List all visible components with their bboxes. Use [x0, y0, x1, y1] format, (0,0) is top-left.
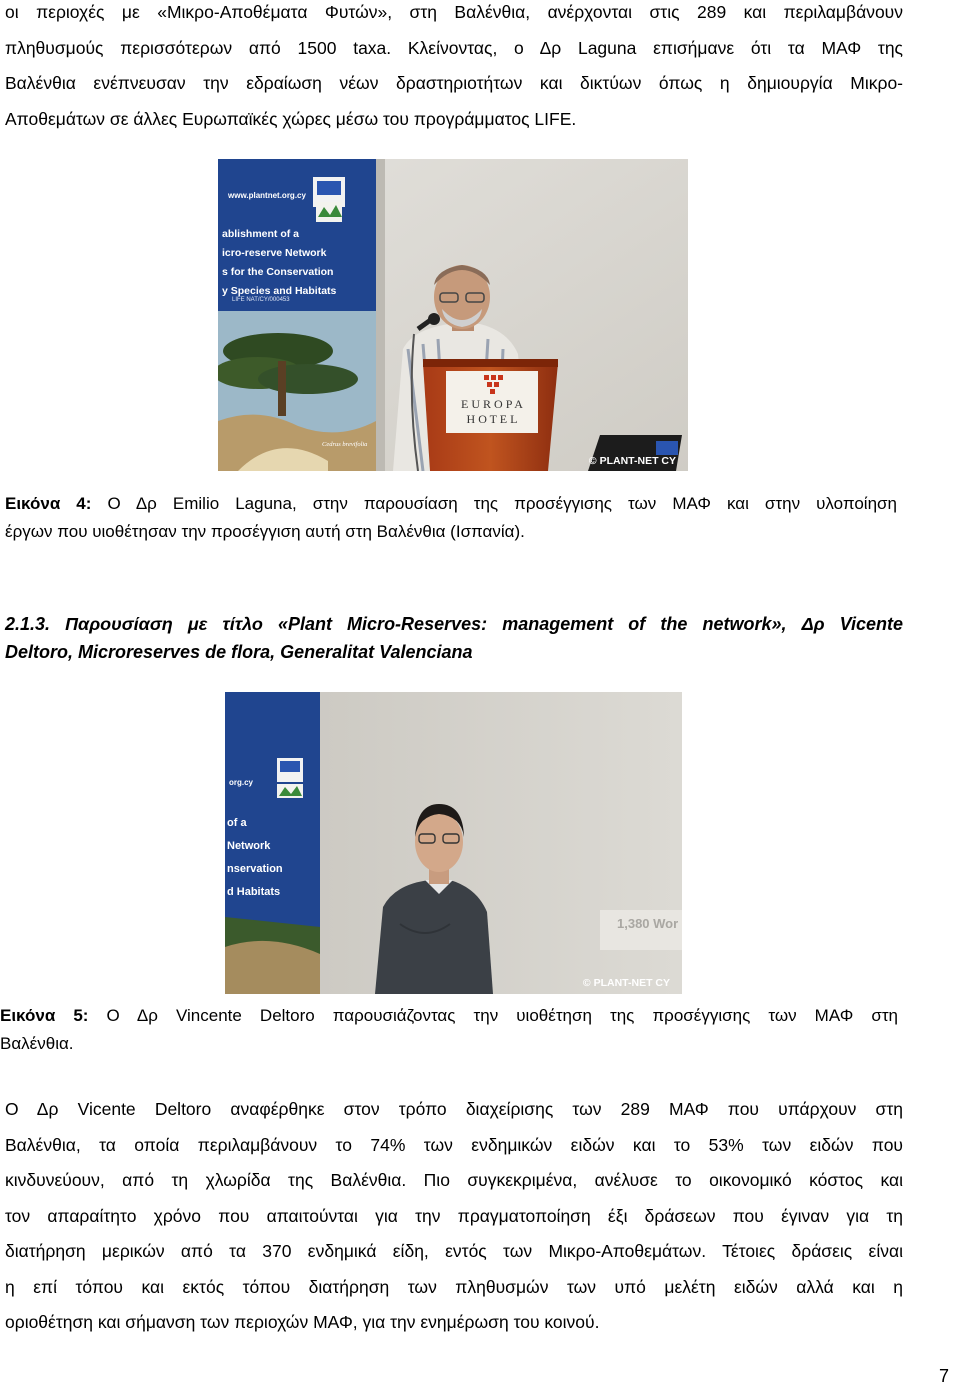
podium-logo-line: H O T E L: [466, 412, 518, 426]
banner-title-line: icro-reserve Network: [222, 247, 327, 259]
caption-label: Εικόνα 5:: [0, 1006, 89, 1025]
photo-copyright: © PLANT-NET CY: [582, 977, 670, 989]
closing-line: διατήρηση μερικών από τα 370 ενδημικά είδη, εντός των Μικρο-Αποθεμάτων. Τέτοιες δράσεις είναι: [5, 1241, 903, 1261]
banner-title-line: of a: [227, 817, 247, 829]
section-heading-line: Deltoro, Microreserves de flora, Generalitat Valenciana: [5, 642, 473, 662]
closing-line: η επί τόπου και εκτός τόπου διατήρηση των πληθυσμών των υπό μελέτη ειδών αλλά και η: [5, 1276, 903, 1297]
closing-line: κινδυνεύουν, από τη χλωρίδα της Βαλένθια. Πιο συγκεκριμένα, ανέλυσε το οικονομικό κόστος και: [5, 1170, 903, 1190]
figure-5-photo: [225, 692, 682, 994]
closing-line: τον απαραίτητο χρόνο που απαιτούνται για την πραγματοποίηση έξι δράσεων που έγιναν για τη: [5, 1205, 903, 1226]
page-number: 7: [938, 1366, 949, 1386]
banner-url: www.plantnet.org.cy: [228, 191, 306, 200]
intro-line: οι περιοχές με «Μικρο-Αποθέματα Φυτών», στη Βαλένθια, ανέρχονται στις 289 και περιλαμβάνουν: [5, 2, 903, 22]
projected-screen-text: 1,380 Wor: [617, 916, 679, 931]
caption-text: Ο Δρ Emilio Laguna, στην παρουσίαση της προσέγγισης των ΜΑΦ και στην υλοποίηση: [107, 494, 897, 513]
banner-species: Cedrus brevifolia: [322, 441, 368, 448]
figure-4-photo: [218, 159, 688, 471]
banner-title-line: y Species and Habitats: [222, 285, 337, 297]
figure-5-caption: [0, 1002, 898, 1058]
closing-line: Ο Δρ Vicente Deltoro αναφέρθηκε στον τρόπο διαχείρισης των 289 ΜΑΦ που υπάρχουν στη: [5, 1099, 903, 1119]
closing-line: Βαλένθια, τα οποία περιλαμβάνουν το 74% των ενδημικών ειδών και το 53% των ειδών που: [5, 1134, 903, 1155]
section-heading-line: 2.1.3. Παρουσίαση με τίτλο «Plant Micro-Reserves: management of the network», Δρ Vicente: [5, 614, 903, 634]
intro-paragraph: [5, 0, 903, 137]
section-heading: [5, 610, 903, 666]
podium-logo: [446, 397, 538, 427]
banner-title-line: Network: [227, 840, 271, 852]
banner-title-line: d Habitats: [227, 886, 281, 898]
intro-line: Αποθεμάτων σε άλλες Ευρωπαϊκές χώρες μέσω του προγράμματος LIFE.: [5, 108, 577, 129]
photo-copyright: © PLANT-NET CY: [588, 455, 676, 467]
banner-url: org.cy: [229, 778, 254, 787]
caption-text: Ο Δρ Vincente Deltoro παρουσιάζοντας την υιοθέτηση της προσέγγισης των ΜΑΦ στη: [106, 1006, 898, 1025]
banner-title-line: s for the Conservation: [222, 266, 334, 278]
banner-title: [227, 812, 283, 904]
closing-paragraph: [5, 1092, 903, 1341]
podium-logo-line: E U R O P A: [461, 397, 523, 411]
caption-text: Βαλένθια.: [0, 1034, 74, 1053]
intro-line: πληθυσμούς περισσότερων από 1500 taxa. Κλείνοντας, ο Δρ Laguna επισήμανε ότι τα ΜΑΦ της: [5, 37, 903, 58]
caption-label: Εικόνα 4:: [5, 494, 92, 513]
banner-title-line: ablishment of a: [222, 228, 300, 240]
banner-title-line: nservation: [227, 863, 283, 875]
closing-line: οριοθέτηση και σήμανση των περιοχών ΜΑΦ, για την ενημέρωση του κοινού.: [5, 1312, 600, 1332]
caption-text: έργων που υιοθέτησαν την προσέγγιση αυτή στη Βαλένθια (Ισπανία).: [5, 522, 525, 541]
figure-4-caption: [5, 490, 897, 546]
banner-project-code: LIFE NAT/CY/000453: [232, 297, 290, 303]
intro-line: Βαλένθια ενέπνευσαν την εδραίωση νέων δραστηριοτήτων και δικτύων όπως η δημιουργία Μικρο-: [5, 73, 903, 93]
